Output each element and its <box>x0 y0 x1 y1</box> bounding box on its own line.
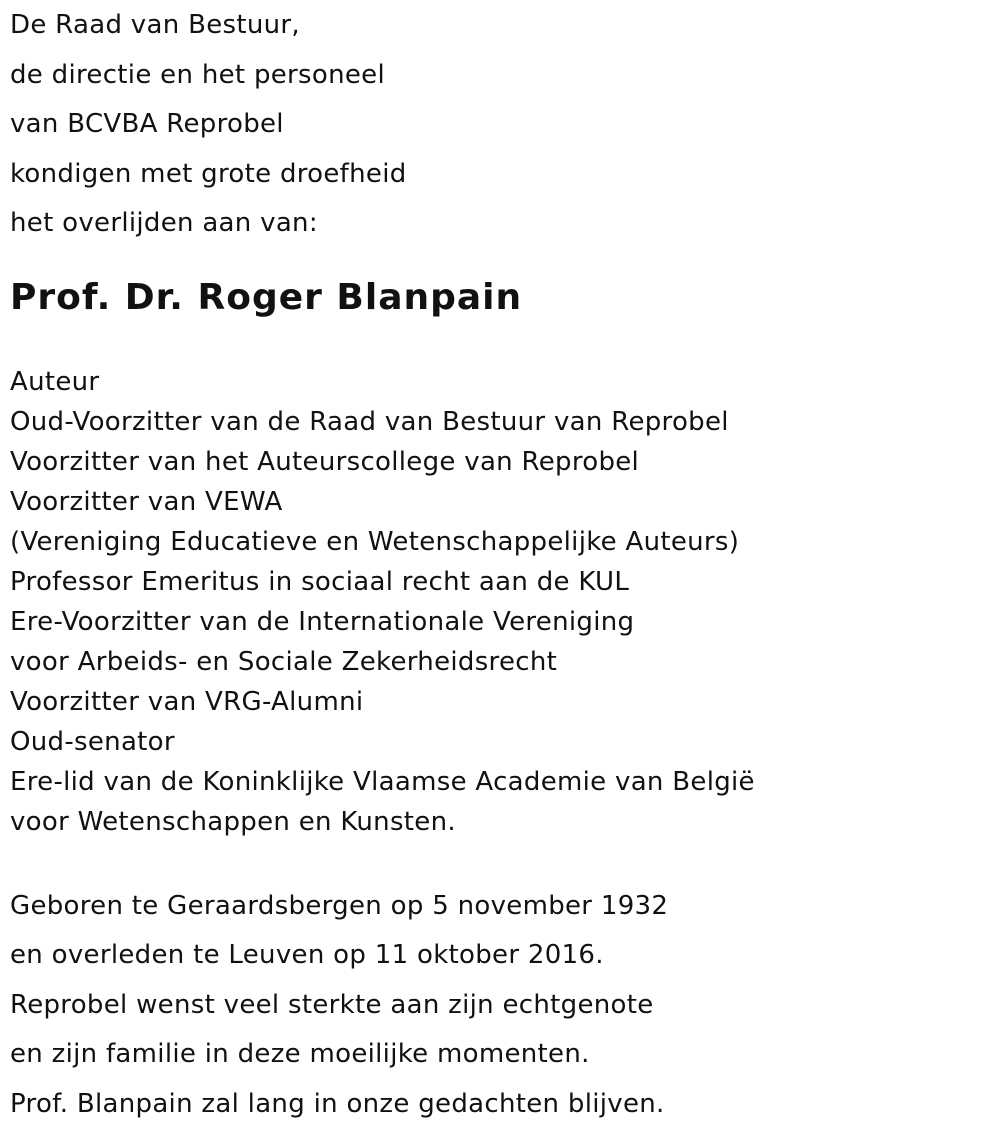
intro-line: De Raad van Bestuur, <box>10 10 300 40</box>
title-line: Voorzitter van het Auteurscollege van Reprobel <box>10 446 640 477</box>
title-line: Ere-lid van de Koninklijke Vlaamse Academie van België <box>10 766 755 797</box>
title-line: voor Wetenschappen en Kunsten. <box>10 806 456 837</box>
closing-line: en zijn familie in deze moeilijke momenten. <box>10 1039 590 1069</box>
title-line: Voorzitter van VRG-Alumni <box>10 686 364 717</box>
title-line: Professor Emeritus in sociaal recht aan de KUL <box>10 566 630 597</box>
title-line: voor Arbeids- en Sociale Zekerheidsrecht <box>10 646 558 677</box>
obituary-notice <box>10 0 990 1129</box>
deceased-name-heading: Prof. Dr. Roger Blanpain <box>10 276 523 318</box>
intro-line: de directie en het personeel <box>10 59 385 90</box>
title-line: Oud-Voorzitter van de Raad van Bestuur van Reprobel <box>10 406 729 437</box>
announcement-intro <box>10 0 990 249</box>
title-line: Voorzitter van VEWA <box>10 486 283 517</box>
closing-line: Reprobel wenst veel sterkte aan zijn echtgenote <box>10 989 654 1020</box>
title-line: Ere-Voorzitter van de Internationale Vereniging <box>10 606 635 637</box>
title-line: Auteur <box>10 366 100 397</box>
titles-list <box>10 362 990 842</box>
intro-line: van BCVBA Reprobel <box>10 109 284 139</box>
closing-line: Prof. Blanpain zal lang in onze gedachten blijven. <box>10 1088 665 1119</box>
title-line: (Vereniging Educatieve en Wetenschappelijke Auteurs) <box>10 526 740 557</box>
intro-line: het overlijden aan van: <box>10 208 318 238</box>
title-line: Oud-senator <box>10 726 175 757</box>
closing-paragraph <box>10 882 990 1130</box>
intro-line: kondigen met grote droefheid <box>10 158 407 189</box>
closing-line: en overleden te Leuven op 11 oktober 2016. <box>10 940 604 970</box>
closing-line: Geboren te Geraardsbergen op 5 november 1932 <box>10 890 669 921</box>
